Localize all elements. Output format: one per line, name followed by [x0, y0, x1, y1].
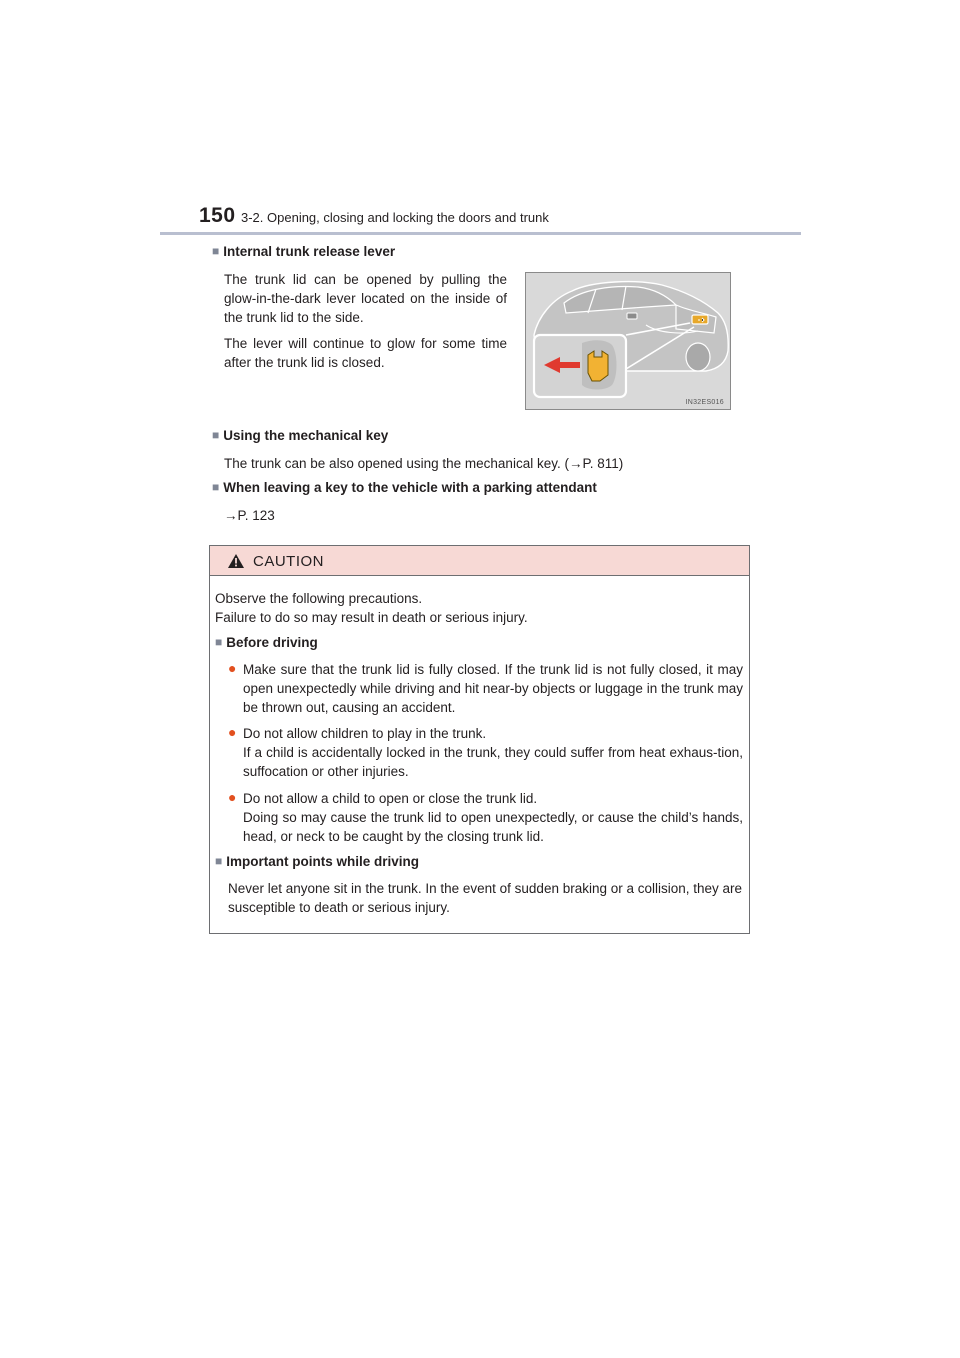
- caution-bullet-child-open-lid: Do not allow a child to open or close the trunk lid.: [243, 791, 538, 806]
- caution-important-points-text: Never let anyone sit in the trunk. In the event of sudden braking or a collision, they are susceptible to death or serious injury.: [228, 881, 743, 915]
- trunk-release-illustration: [525, 272, 731, 410]
- bullet-dot-icon: ●: [228, 789, 237, 805]
- section-heading-mechanical-key: ■ Using the mechanical key: [212, 428, 389, 443]
- bullet-dot-icon: ●: [228, 660, 237, 676]
- square-bullet-icon: ■: [212, 480, 220, 494]
- square-bullet-icon: ■: [215, 635, 223, 649]
- caution-heading-before-driving: ■ Before driving: [215, 635, 318, 650]
- paragraph-glow-description: The lever will continue to glow for some time after the trunk lid is closed.: [224, 336, 507, 370]
- caution-bullet-trunk-closed: Make sure that the trunk lid is fully closed. If the trunk lid is not fully closed, it may open unexpectedly while driving and hit near-by objects or luggage in the trunk may be thrown out, causing an accident.: [243, 662, 743, 715]
- caution-header: [210, 546, 749, 576]
- square-bullet-icon: ■: [212, 244, 220, 258]
- caution-box: [209, 545, 750, 934]
- square-bullet-icon: ■: [215, 854, 223, 868]
- paragraph-mechanical-key: The trunk can be also opened using the mechanical key. (→P. 811): [224, 456, 624, 471]
- page-number: 150: [199, 204, 236, 227]
- section-heading-internal-release: ■ Internal trunk release lever: [212, 244, 396, 259]
- paragraph-release-description: The trunk lid can be opened by pulling the glow-in-the-dark lever located on the inside of the trunk lid to the side.: [224, 272, 507, 325]
- warning-triangle-icon: [227, 553, 245, 569]
- caution-bullet-children-play-detail: If a child is accidentally locked in the trunk, they could suffer from heat exhaus-tion, suffocation or other injuries.: [243, 745, 743, 779]
- square-bullet-icon: ■: [212, 428, 220, 442]
- caution-title: CAUTION: [253, 553, 324, 570]
- bullet-dot-icon: ●: [228, 724, 237, 740]
- chapter-title: 3-2. Opening, closing and locking the doors and trunk: [241, 210, 549, 225]
- header-rule: [160, 232, 801, 235]
- caution-intro-line-2: Failure to do so may result in death or serious injury.: [215, 610, 528, 625]
- section-heading-parking-attendant: ■ When leaving a key to the vehicle with a parking attendant: [212, 480, 597, 495]
- caution-intro-line-1: Observe the following precautions.: [215, 591, 423, 606]
- caution-bullet-child-open-lid-detail: Doing so may cause the trunk lid to open unexpectedly, or cause the child’s hands, head, or neck to be caught by the closing trunk lid.: [243, 810, 743, 844]
- paragraph-parking-reference: →P. 123: [224, 508, 275, 523]
- caution-heading-important-points: ■ Important points while driving: [215, 854, 420, 869]
- car-trunk-icon: [526, 273, 731, 410]
- caution-bullet-children-play: Do not allow children to play in the trunk.: [243, 726, 487, 741]
- figure-code: IN32ES016: [685, 399, 724, 406]
